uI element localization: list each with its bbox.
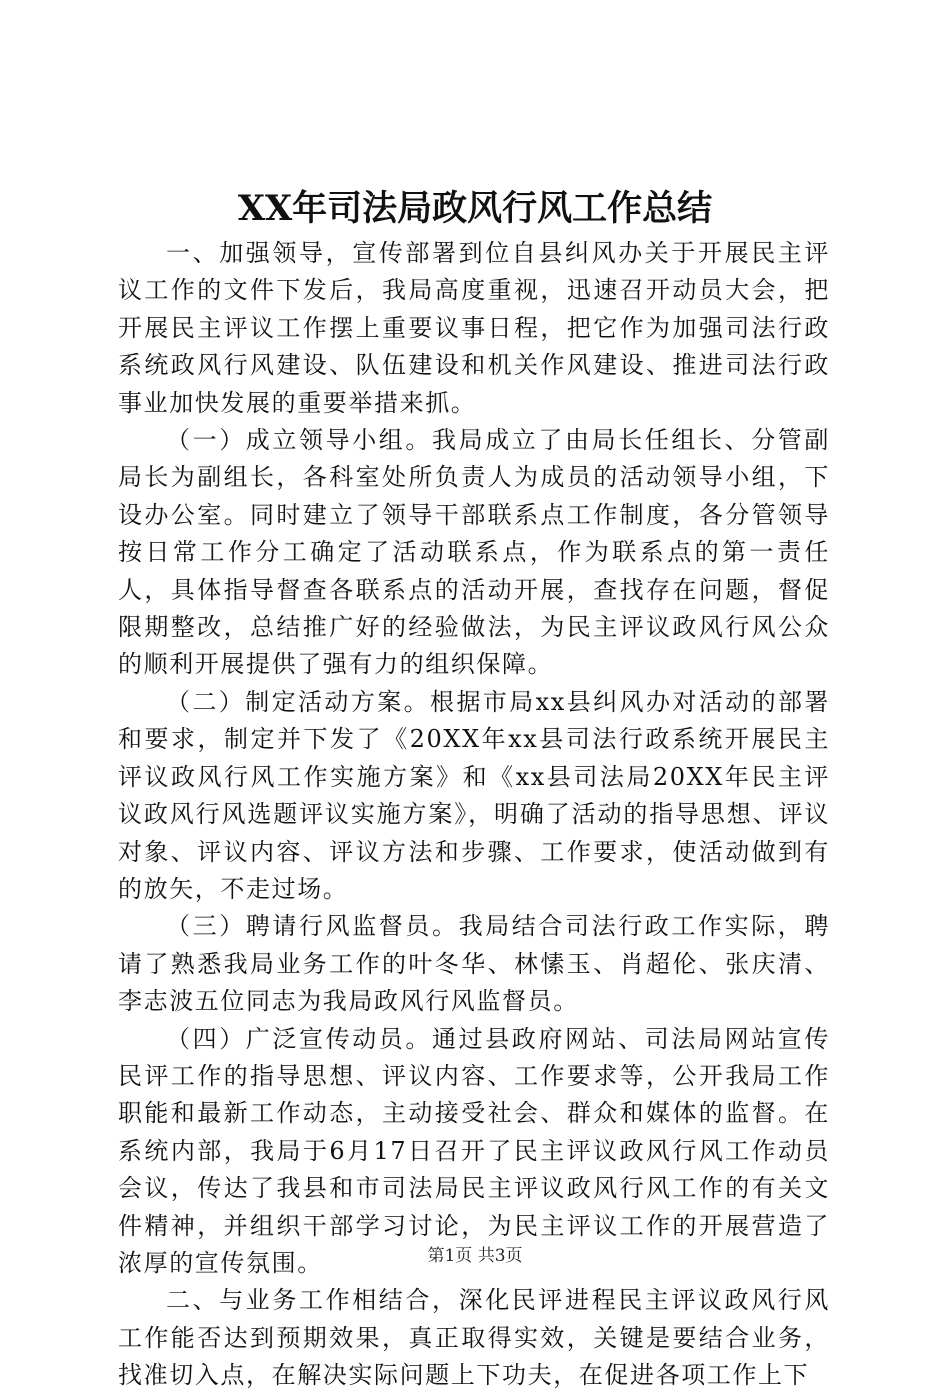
paragraph-4: （三）聘请行风监督员。我局结合司法行政工作实际，聘请了熟悉我局业务工作的叶冬华、林愫玉、肖超伦、张庆清、李志波五位同志为我局政风行风监督员。	[118, 912, 830, 1016]
page-footer: 第1页 共3页	[427, 1246, 523, 1266]
paragraph-6: 二、与业务工作相结合，深化民评进程民主评议政风行风工作能否达到预期效果，真正取得实效，关键是要结合业务，找准切入点，在解决实际问题上下功夫，在促进各项工作上下	[118, 1286, 830, 1390]
document-body	[118, 235, 830, 1395]
paragraph-1: 一、加强领导，宣传部署到位自县纠风办关于开展民主评议工作的文件下发后，我局高度重视，迅速召开动员大会，把开展民主评议工作摆上重要议事日程，把它作为加强司法行政系统政风行风建设、队伍建设和机关作风建设、推进司法行政事业加快发展的重要举措来抓。	[118, 239, 830, 417]
paragraph-2: （一）成立领导小组。我局成立了由局长任组长、分管副局长为副组长，各科室处所负责人为成员的活动领导小组，下设办公室。同时建立了领导干部联系点工作制度，各分管领导按日常工作分工确定了活动联系点，作为联系点的第一责任人，具体指导督查各联系点的活动开展，查找存在问题，督促限期整改，总结推广好的经验做法，为民主评议政风行风公众的顺利开展提供了强有力的组织保障。	[118, 426, 830, 679]
document-title: XX年司法局政风行风工作总结	[237, 188, 713, 229]
paragraph-5: （四）广泛宣传动员。通过县政府网站、司法局网站宣传民评工作的指导思想、评议内容、工作要求等，公开我局工作职能和最新工作动态，主动接受社会、群众和媒体的监督。在系统内部，我局于6月17日召开了民主评议政风行风工作动员会议，传达了我县和市司法局民主评议政风行风工作的有关文件精神，并组织干部学习讨论，为民主评议工作的开展营造了浓厚的宣传氛围。	[118, 1024, 830, 1277]
paragraph-3: （二）制定活动方案。根据市局xx县纠风办对活动的部署和要求，制定并下发了《20XX年xx县司法行政系统开展民主评议政风行风工作实施方案》和《xx县司法局20XX年民主评议政风行风选题评议实施方案》，明确了活动的指导思想、评议对象、评议内容、评议方法和步骤、工作要求，使活动做到有的放矢，不走过场。	[118, 687, 830, 903]
